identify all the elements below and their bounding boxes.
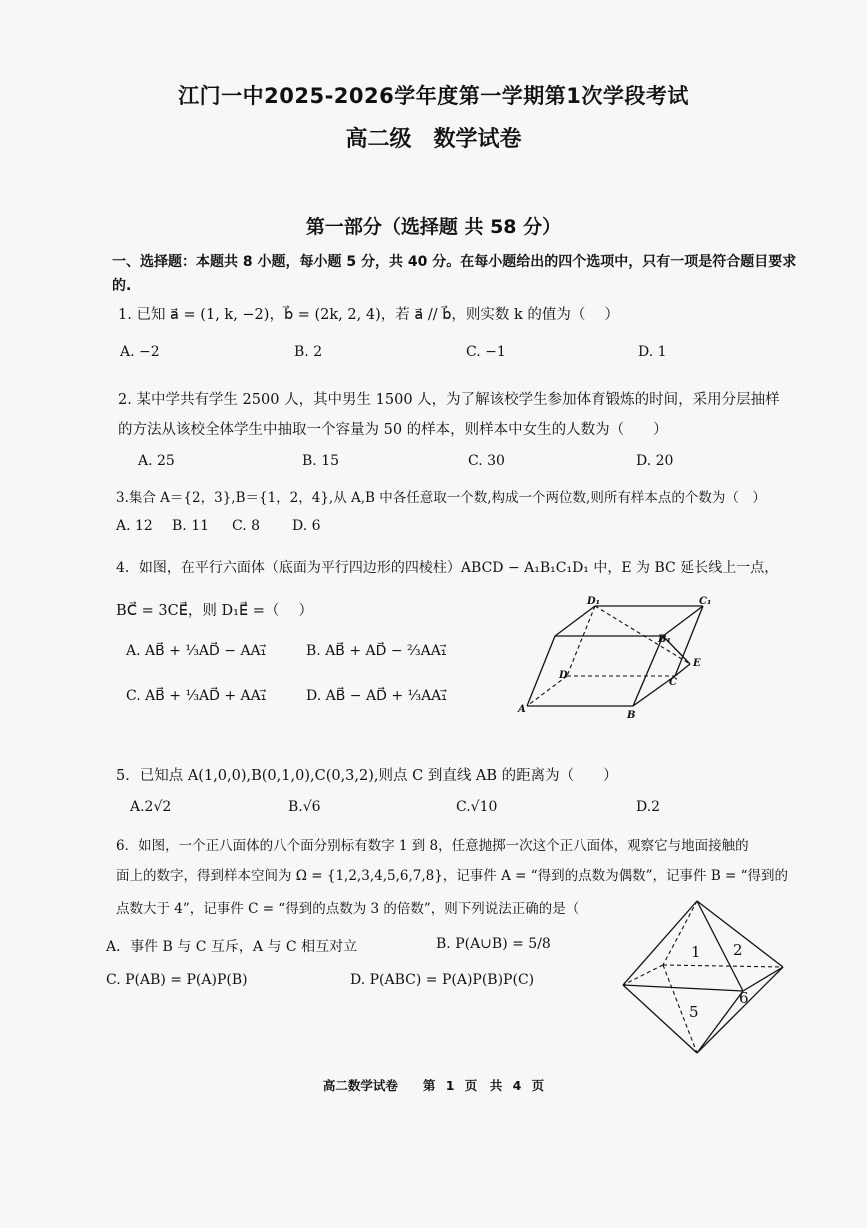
- exam-subtitle: 高二级 数学试卷: [345, 127, 522, 152]
- figure-label-b: B: [627, 710, 636, 721]
- octahedron-face-6: 6: [739, 989, 749, 1007]
- question-1-stem: 1. 已知 a⃗ = (1, k, −2)，b⃗ = (2k, 2, 4)，若 a⃗ // b⃗，则实数 k 的值为（ ）: [118, 307, 620, 323]
- question-4-option-c: C. AB⃗ + ⅓AD⃗ + AA₁⃗: [126, 688, 267, 704]
- octahedron-figure: [615, 895, 805, 1060]
- question-4-stem-line-1: 4．如图，在平行六面体（底面为平行四边形的四棱柱）ABCD − A₁B₁C₁D₁ 中，E 为 BC 延长线上一点，: [116, 560, 779, 576]
- question-2-option-b: B. 15: [302, 453, 340, 469]
- question-2-option-a: A. 25: [138, 453, 175, 469]
- question-3-stem: 3.集合 A＝{2，3},B＝{1，2，4},从 A,B 中各任意取一个数,构成一个两位数,则所有样本点的个数为（ ）: [116, 490, 766, 506]
- figure-label-c: C: [669, 677, 677, 688]
- question-5-option-a: A.2√2: [130, 799, 172, 815]
- question-2-option-c: C. 30: [468, 453, 505, 469]
- figure-label-d: D: [559, 670, 568, 681]
- question-6-option-a: A．事件 B 与 C 互斥，A 与 C 相互对立: [106, 939, 358, 955]
- question-5-option-c: C.√10: [456, 799, 498, 815]
- figure-label-a: A: [518, 704, 526, 715]
- figure-label-c1: C₁: [699, 596, 712, 607]
- page-footer: 高二数学试卷 第 1 页 共 4 页: [322, 1078, 545, 1093]
- question-6-option-b: B. P(A∪B) = 5/8: [436, 936, 551, 952]
- question-1-option-b: B. 2: [294, 344, 323, 360]
- question-2-stem-line-2: 的方法从该校全体学生中抽取一个容量为 50 的样本，则样本中女生的人数为（ ）: [118, 422, 668, 438]
- question-6-option-d: D. P(ABC) = P(A)P(B)P(C): [350, 972, 535, 988]
- question-1-option-d: D. 1: [638, 344, 667, 360]
- question-1-option-a: A. −2: [120, 344, 160, 360]
- question-5-stem: 5．已知点 A(1,0,0),B(0,1,0),C(0,3,2),则点 C 到直线 AB 的距离为（ ）: [116, 768, 618, 784]
- question-2-option-d: D. 20: [636, 453, 674, 469]
- figure-label-e: E: [693, 658, 701, 669]
- question-2-stem-line-1: 2. 某中学共有学生 2500 人，其中男生 1500 人，为了解该校学生参加体育锻炼的时间，采用分层抽样: [118, 392, 780, 408]
- question-3-option-c: C. 8: [232, 518, 261, 534]
- exam-title: 江门一中2025-2026学年度第一学期第1次学段考试: [178, 84, 689, 108]
- question-6-stem-line-2: 面上的数字，得到样本空间为 Ω = {1,2,3,4,5,6,7,8}，记事件 A = “得到的点数为偶数”，记事件 B = “得到的: [116, 868, 789, 884]
- question-6-stem-line-3: 点数大于 4”，记事件 C = “得到的点数为 3 的倍数”，则下列说法正确的是（: [116, 901, 580, 917]
- section-instruction: 一、选择题：本题共 8 小题，每小题 5 分，共 40 分。在每小题给出的四个选项中，只有一项是符合题目要求的.: [112, 254, 797, 294]
- question-4-option-a: A. AB⃗ + ⅓AD⃗ − AA₁⃗: [126, 643, 267, 659]
- figure-label-d1: D₁: [587, 596, 601, 607]
- question-3-option-b: B. 11: [172, 518, 210, 534]
- question-4-stem-line-2: BC⃗ = 3CE⃗，则 D₁E⃗ =（ ）: [116, 603, 313, 619]
- question-4-option-d: D. AB⃗ − AD⃗ + ⅓AA₁⃗: [306, 688, 447, 704]
- question-3-option-d: D. 6: [292, 518, 321, 534]
- question-5-option-d: D.2: [636, 799, 661, 815]
- octahedron-face-2: 2: [733, 941, 743, 959]
- question-6-stem-line-1: 6．如图，一个正八面体的八个面分别标有数字 1 到 8，任意抛掷一次这个正八面体，观察它与地面接触的: [116, 838, 749, 854]
- question-1-option-c: C. −1: [466, 344, 506, 360]
- octahedron-face-5: 5: [689, 1003, 699, 1021]
- question-4-option-b: B. AB⃗ + AD⃗ − ⅔AA₁⃗: [306, 643, 447, 659]
- section-title: 第一部分（选择题 共 58 分）: [305, 216, 562, 238]
- question-5-option-b: B.√6: [288, 799, 321, 815]
- figure-label-b1: B₁: [658, 634, 671, 645]
- question-6-option-c: C. P(AB) = P(A)P(B): [106, 972, 248, 988]
- octahedron-face-1: 1: [691, 943, 701, 961]
- question-3-option-a: A. 12: [116, 518, 153, 534]
- parallelepiped-figure: [515, 592, 715, 724]
